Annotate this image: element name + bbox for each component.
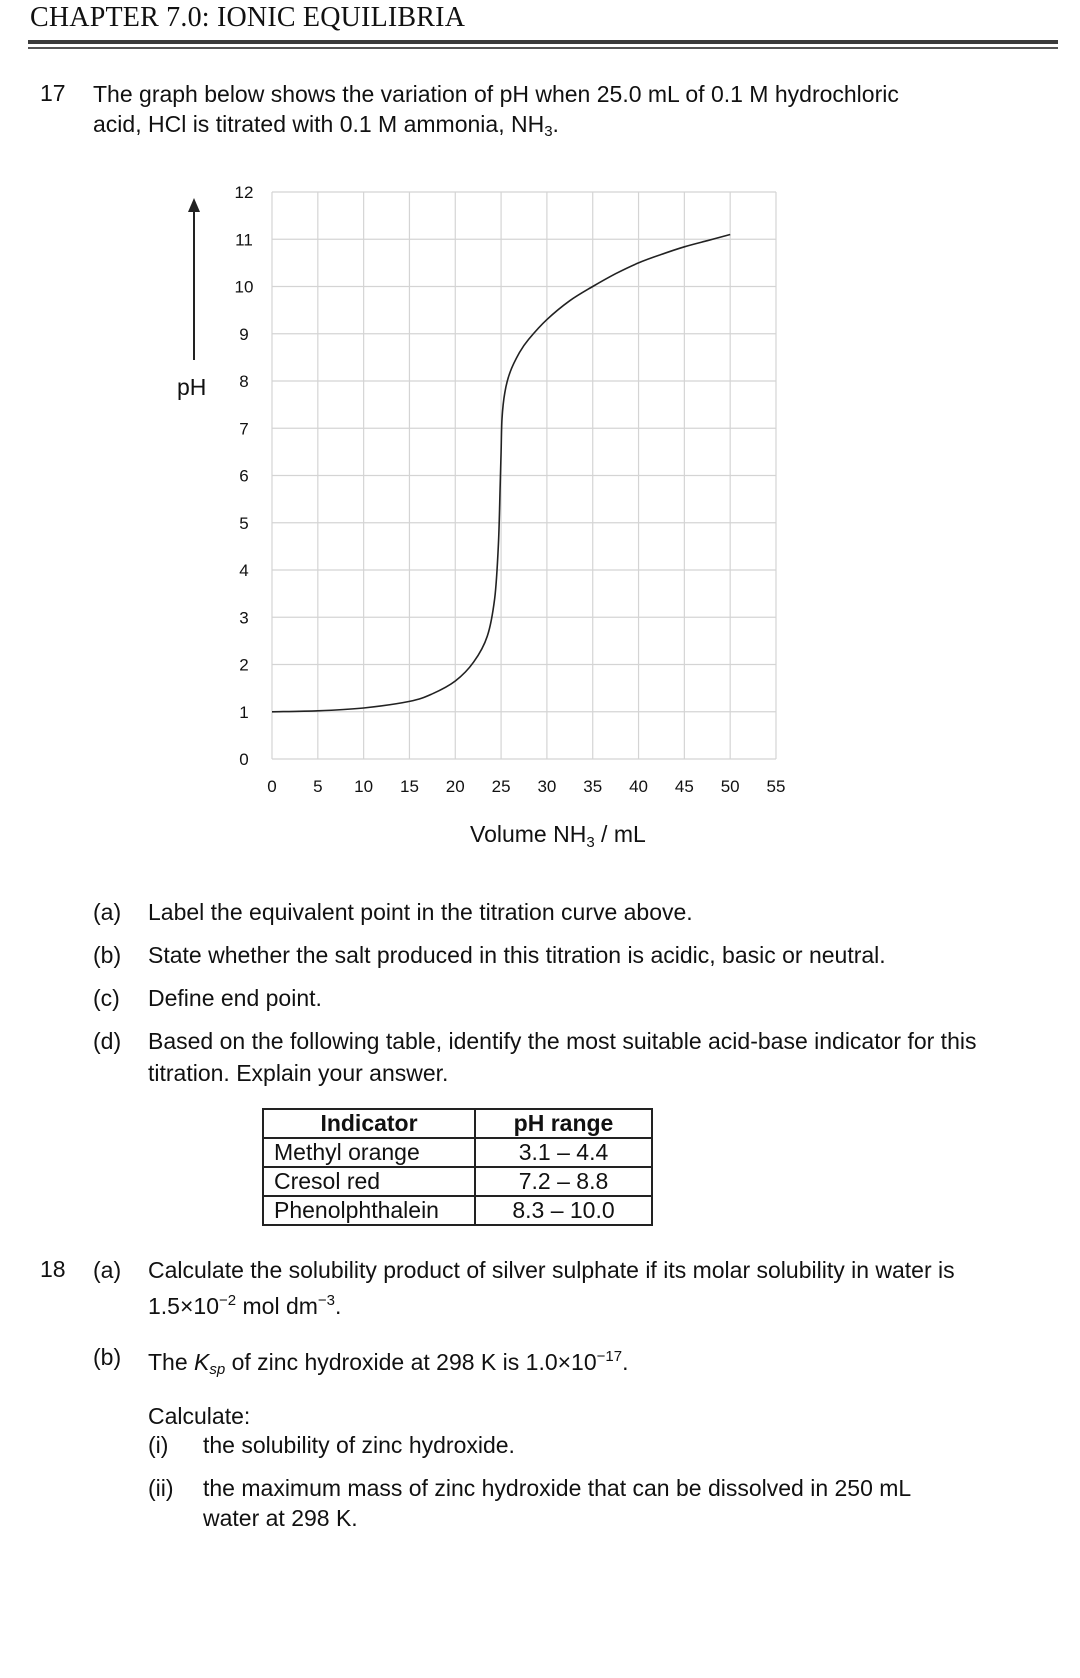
x-tick-label: 25: [491, 777, 511, 796]
x-tick-label: 5: [313, 777, 323, 796]
question-17-number: 17: [40, 80, 66, 106]
intro-line2-subscript: 3: [544, 123, 553, 140]
ksp-end: .: [622, 1349, 629, 1375]
chart-grid: [272, 192, 776, 759]
table-header-row: [263, 1109, 652, 1138]
x-tick-label: 35: [583, 777, 603, 796]
q18-part-b-label: (b): [93, 1344, 122, 1370]
part-c-text: Define end point.: [148, 985, 322, 1011]
table-cell-ph-range: 7.2 – 8.8: [475, 1167, 652, 1196]
y-tick-labels: [235, 183, 254, 769]
y-axis-arrow-head: [188, 198, 200, 212]
y-tick-label: 9: [239, 324, 249, 344]
y-tick-label: 4: [239, 561, 249, 580]
y-tick-label: 0: [239, 750, 249, 769]
part-a-label: (a): [93, 899, 122, 925]
x-tick-label: 10: [354, 777, 374, 796]
intro-line2-end: .: [552, 111, 559, 137]
q18-i-label: (i): [148, 1432, 169, 1458]
solubility-unit: mol dm: [236, 1293, 318, 1319]
x-tick-label: 0: [267, 777, 277, 796]
y-tick-label: 10: [234, 277, 254, 297]
table-header-indicator: Indicator: [263, 1109, 475, 1138]
x-tick-label: 15: [399, 777, 419, 796]
ksp-symbol: K: [194, 1349, 210, 1375]
part-d-text-line1: Based on the following table, identify the most suitable acid-base indicator for this: [148, 1028, 977, 1054]
y-tick-label: 2: [239, 655, 249, 675]
y-tick-label: 7: [239, 419, 249, 439]
part-a-text: Label the equivalent point in the titration curve above.: [148, 899, 693, 925]
part-c-label: (c): [93, 985, 120, 1011]
x-tick-label: 50: [720, 777, 740, 796]
q18-part-a-line2: [148, 1286, 341, 1321]
x-tick-label: 30: [537, 777, 557, 796]
x-tick-label: 45: [674, 777, 694, 796]
indicator-table: [262, 1108, 653, 1226]
header-rule-thick: [28, 40, 1058, 44]
q18-part-a-label: (a): [93, 1257, 122, 1283]
y-tick-label: 8: [239, 372, 249, 391]
q18-ii-text-line2: water at 298 K.: [203, 1505, 358, 1531]
header-rule-thin: [28, 47, 1058, 49]
y-tick-label: 12: [234, 183, 254, 202]
x-tick-label: 20: [445, 777, 465, 796]
q18-part-a-line1: Calculate the solubility product of silver sulphate if its molar solubility in water is: [148, 1257, 955, 1283]
intro-line2-text: acid, HCl is titrated with 0.1 M ammonia, NH: [93, 111, 545, 137]
table-header-ph-range: pH range: [475, 1109, 652, 1138]
question-17-intro-line2: [93, 109, 559, 147]
y-tick-label: 3: [239, 608, 249, 628]
calculate-label: Calculate:: [148, 1403, 251, 1429]
solubility-value: 1.5×10: [148, 1293, 219, 1319]
table-row: [263, 1196, 652, 1225]
table-cell-indicator: Methyl orange: [263, 1138, 475, 1167]
ksp-exponent: −17: [596, 1348, 623, 1365]
part-b-label: (b): [93, 942, 122, 968]
y-axis-label: pH: [177, 374, 207, 400]
q18-i-text: the solubility of zinc hydroxide.: [203, 1432, 515, 1458]
x-axis-label: Volume $NH_3$ / mL: [470, 821, 646, 851]
solubility-exponent: −2: [219, 1292, 237, 1309]
ksp-subscript: sp: [209, 1361, 226, 1378]
table-row: [263, 1138, 652, 1167]
table-row: [263, 1167, 652, 1196]
table-cell-indicator: Cresol red: [263, 1167, 475, 1196]
y-tick-label: 1: [239, 702, 249, 722]
q18-part-b-text: [148, 1342, 629, 1385]
q18-ii-label: (ii): [148, 1475, 174, 1501]
x-tick-label: 40: [629, 777, 649, 796]
part-d-text-line2: titration. Explain your answer.: [148, 1060, 449, 1086]
x-tick-label: 55: [766, 777, 786, 796]
table-cell-ph-range: 8.3 – 10.0: [475, 1196, 652, 1225]
q18-ii-text-line1: the maximum mass of zinc hydroxide that can be dissolved in 250 mL: [203, 1475, 912, 1501]
table-cell-indicator: Phenolphthalein: [263, 1196, 475, 1225]
y-tick-label: 5: [239, 513, 249, 533]
ksp-mid: of zinc hydroxide at 298 K is 1.0×10: [225, 1349, 597, 1375]
question-17-intro-line1: The graph below shows the variation of pH when 25.0 mL of 0.1 M hydrochloric: [93, 81, 899, 107]
titration-chart: [0, 170, 1080, 870]
part-d-label: (d): [93, 1028, 122, 1054]
chapter-title: CHAPTER 7.0: IONIC EQUILIBRIA: [30, 2, 466, 33]
ksp-pre: The: [148, 1349, 195, 1375]
question-18-number: 18: [40, 1256, 66, 1282]
part-b-text: State whether the salt produced in this titration is acidic, basic or neutral.: [148, 942, 886, 968]
x-tick-labels: [267, 777, 785, 796]
y-tick-label: 6: [239, 466, 249, 486]
y-tick-label: 11: [235, 230, 253, 250]
table-cell-ph-range: 3.1 – 4.4: [475, 1138, 652, 1167]
solubility-end: .: [335, 1293, 342, 1319]
solubility-unit-exponent: −3: [317, 1292, 336, 1309]
